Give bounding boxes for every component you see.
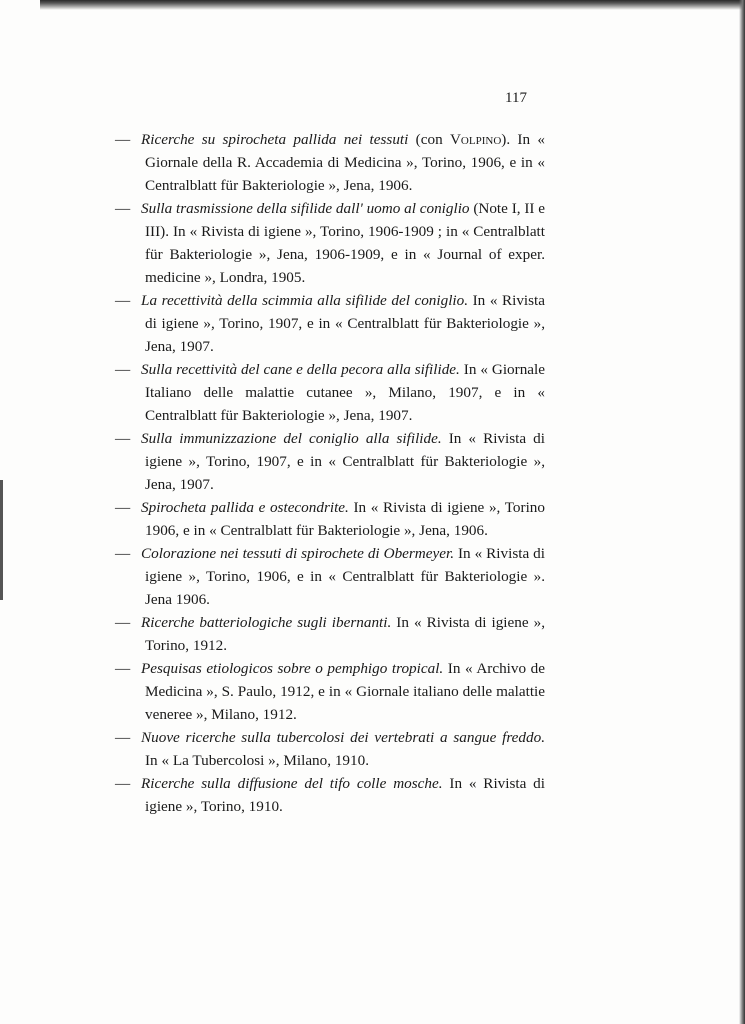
entry-dash: — — [115, 131, 131, 148]
entry-dash: — — [115, 729, 131, 746]
entry-text: In « Rivista di igiene », Torino, 1907, e in « Centralblatt für Bakteriologie », Jena, 1907. — [145, 292, 546, 355]
bibliography-list — [115, 128, 545, 818]
entry-dash: — — [115, 499, 131, 516]
bibliography-entry — [115, 542, 545, 611]
entry-text: (con — [408, 131, 450, 148]
entry-title: Colorazione nei tessuti di spirochete di Obermeyer. — [141, 545, 455, 562]
scan-left-mark — [0, 480, 3, 600]
entry-text: In « Giornale Italiano delle malattie cutanee », Milano, 1907, e in « Centralblatt für Bakteriologie », Jena, 1907. — [145, 361, 545, 424]
entry-text: (Note I, II e III). In « Rivista di igiene », Torino, 1906-1909 ; in « Centralblatt für Bakteriologie », Jena, 1906-1909, e in « Journal of exper. medicine », Londra, 1905. — [145, 200, 545, 286]
scan-top-edge — [40, 0, 745, 10]
entry-text: In « Rivista di igiene », Torino, 1912. — [145, 614, 545, 654]
entry-text: In « La Tubercolosi », Milano, 1910. — [145, 752, 370, 769]
entry-title: Sulla immunizzazione del coniglio alla sifilide. — [141, 430, 442, 447]
bibliography-entry — [115, 772, 545, 818]
entry-title: Sulla trasmissione della sifilide dall' uomo al coniglio — [141, 200, 470, 217]
entry-dash: — — [115, 660, 131, 677]
bibliography-entry — [115, 611, 545, 657]
entry-title: Nuove ricerche sulla tubercolosi dei vertebrati a sangue freddo. — [141, 729, 545, 746]
bibliography-entry — [115, 726, 545, 772]
entry-dash: — — [115, 430, 131, 447]
entry-dash: — — [115, 614, 131, 631]
page-number: 117 — [505, 90, 527, 106]
entry-text: In « Rivista di igiene », Torino, 1906, e in « Centralblatt für Bakteriologie ». Jena 1906. — [145, 545, 545, 608]
entry-text: ). In « Giornale della R. Accademia di Medicina », Torino, 1906, e in « Centralblatt für Bakteriologie », Jena, 1906. — [145, 131, 545, 194]
entry-dash: — — [115, 200, 131, 217]
bibliography-entry — [115, 657, 545, 726]
bibliography-entry — [115, 496, 545, 542]
entry-title: Spirocheta pallida e ostecondrite. — [141, 499, 349, 516]
entry-dash: — — [115, 292, 131, 309]
entry-text: In « Rivista di igiene », Torino, 1910. — [145, 775, 545, 815]
bibliography-entry — [115, 427, 545, 496]
entry-title: Sulla recettività del cane e della pecora alla sifilide. — [141, 361, 460, 378]
bibliography-entry — [115, 197, 545, 289]
entry-dash: — — [115, 361, 131, 378]
entry-title: Pesquisas etiologicos sobre o pemphigo tropical. — [141, 660, 444, 677]
entry-title: Ricerche batteriologiche sugli ibernanti. — [141, 614, 392, 631]
entry-author: Volpino — [449, 131, 502, 148]
bibliography-entry — [115, 289, 545, 358]
entry-dash: — — [115, 775, 131, 792]
entry-title: La recettività della scimmia alla sifilide del coniglio. — [141, 292, 469, 309]
bibliography-entry — [115, 128, 545, 197]
entry-text: In « Archivo de Medicina », S. Paulo, 1912, e in « Giornale italiano delle malattie veneree », Milano, 1912. — [145, 660, 545, 723]
entry-text: In « Rivista di igiene », Torino 1906, e in « Centralblatt für Bakteriologie », Jena, 1906. — [145, 499, 545, 539]
entry-dash: — — [115, 545, 131, 562]
entry-title: Ricerche su spirocheta pallida nei tessuti — [141, 131, 409, 148]
scan-right-edge — [739, 0, 745, 1024]
entry-text: In « Rivista di igiene », Torino, 1907, e in « Centralblatt für Bakteriologie », Jena, 1907. — [145, 430, 545, 493]
bibliography-entry — [115, 358, 545, 427]
entry-title: Ricerche sulla diffusione del tifo colle mosche. — [141, 775, 443, 792]
